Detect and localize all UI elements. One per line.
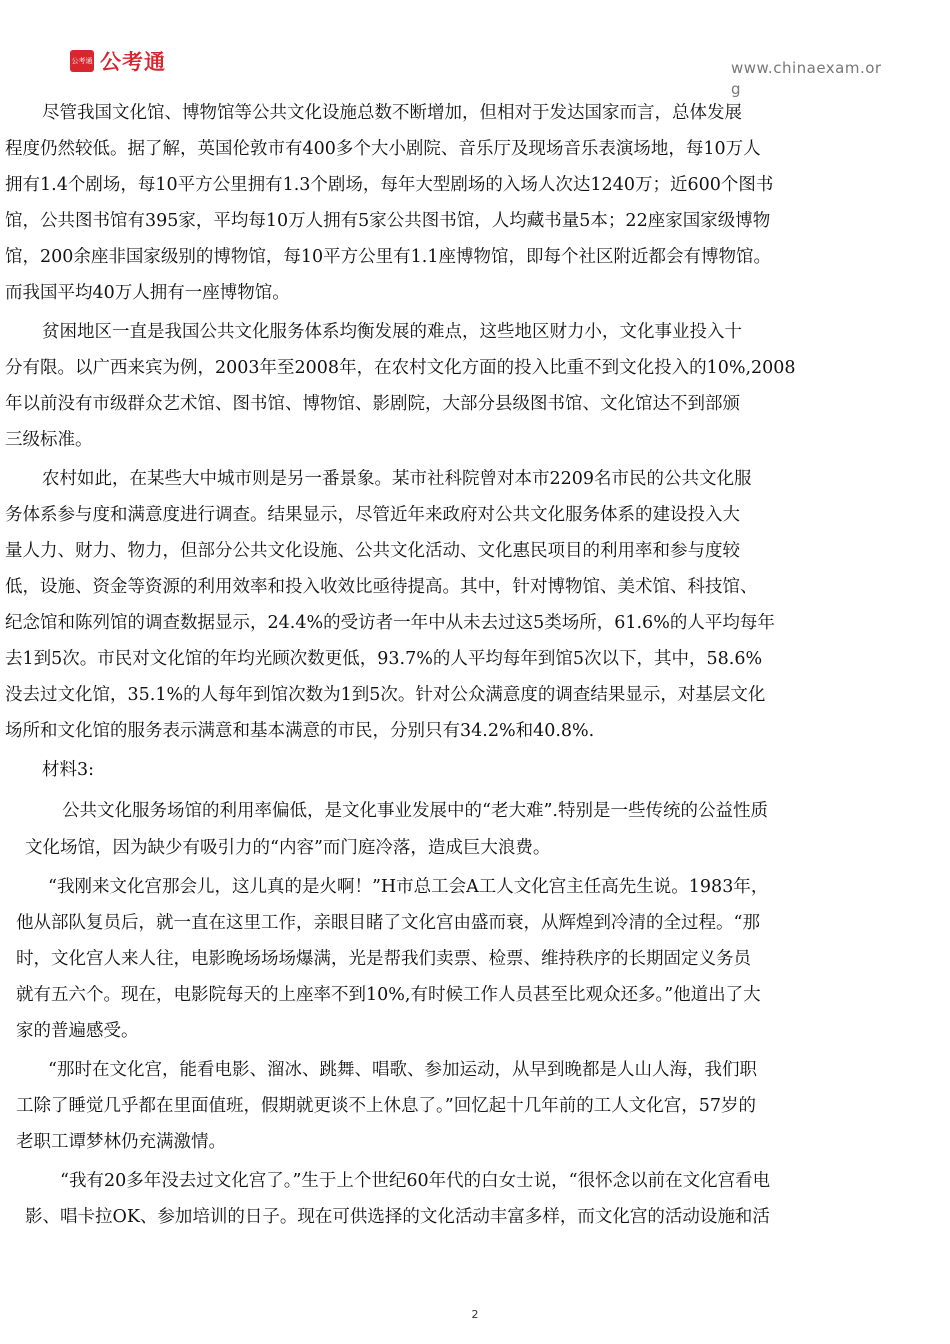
text-line: 而我国平均40万人拥有一座博物馆。: [5, 283, 290, 303]
page-header: [0, 0, 950, 98]
text-line: 拥有1.4个剧场，每10平方公里拥有1.3个剧场，每年大型剧场的入场人次达1240万；近600个图书: [5, 175, 774, 195]
text-line: 程度仍然较低。据了解，英国伦敦市有400多个大小剧院、音乐厅及现场音乐表演场地，每10万人: [5, 139, 761, 159]
page-number: 2: [471, 1308, 479, 1321]
text-line: 贫困地区一直是我国公共文化服务体系均衡发展的难点，这些地区财力小，文化事业投入十: [42, 322, 742, 342]
text-line: 馆，公共图书馆有395家，平均每10万人拥有5家公共图书馆，人均藏书量5本；22座家国家级博物: [5, 211, 771, 231]
text-line: “我刚来文化宫那会儿，这儿真的是火啊！”H市总工会A工人文化宫主任高先生说。1983年，: [48, 877, 769, 897]
logo: [70, 46, 166, 76]
text-line: 纪念馆和陈列馆的调查数据显示，24.4%的受访者一年中从未去过这5类场所，61.6%的人平均每年: [5, 613, 775, 633]
text-line: “那时在文化宫，能看电影、溜冰、跳舞、唱歌、参加运动，从早到晚都是人山人海，我们职: [48, 1060, 757, 1080]
text-line: 家的普遍感受。: [16, 1021, 139, 1041]
section-heading: 材料3:: [42, 760, 95, 780]
text-line: 年以前没有市级群众艺术馆、图书馆、博物馆、影剧院，大部分县级图书馆、文化馆达不到部颁: [5, 394, 740, 414]
text-line: 去1到5次。市民对文化馆的年均光顾次数更低，93.7%的人平均每年到馆5次以下，其中，58.6%: [5, 649, 763, 669]
text-line: 务体系参与度和满意度进行调查。结果显示，尽管近年来政府对公共文化服务体系的建设投入大: [5, 505, 740, 525]
text-line: 三级标准。: [5, 430, 93, 450]
text-line: 农村如此，在某些大中城市则是另一番景象。某市社科院曾对本市2209名市民的公共文化服: [42, 469, 752, 489]
text-line: 公共文化服务场馆的利用率偏低，是文化事业发展中的“老大难”.特别是一些传统的公益性质: [62, 801, 768, 821]
text-line: 就有五六个。现在，电影院每天的上座率不到10%,有时候工作人员甚至比观众还多。”他道出了大: [16, 985, 761, 1005]
site-url: www.chinaexam.org: [731, 59, 882, 98]
text-line: “我有20多年没去过文化宫了。”生于上个世纪60年代的白女士说，“很怀念以前在文化宫看电: [60, 1171, 771, 1191]
text-line: 馆，200余座非国家级别的博物馆，每10平方公里有1.1座博物馆，即每个社区附近都会有博物馆。: [5, 247, 771, 267]
text-line: 没去过文化馆，35.1%的人每年到馆次数为1到5次。针对公众满意度的调查结果显示，对基层文化: [5, 685, 766, 705]
text-line: 时，文化宫人来人往，电影晚场场场爆满，光是帮我们卖票、检票、维持秩序的长期固定义务员: [16, 949, 751, 969]
text-line: 分有限。以广西来宾为例，2003年至2008年，在农村文化方面的投入比重不到文化投入的10%,2008: [5, 358, 796, 378]
text-line: 工除了睡觉几乎都在里面值班，假期就更谈不上休息了。”回忆起十几年前的工人文化宫，57岁的: [16, 1096, 756, 1116]
text-line: 尽管我国文化馆、博物馆等公共文化设施总数不断增加，但相对于发达国家而言，总体发展: [42, 103, 742, 123]
text-line: 场所和文化馆的服务表示满意和基本满意的市民，分别只有34.2%和40.8%.: [5, 721, 595, 741]
text-line: 老职工谭梦林仍充满激情。: [16, 1132, 226, 1152]
text-line: 他从部队复员后，就一直在这里工作，亲眼目睹了文化宫由盛而衰，从辉煌到冷清的全过程。“那: [16, 913, 760, 933]
text-line: 影、唱卡拉OK、参加培训的日子。现在可供选择的文化活动丰富多样，而文化宫的活动设施和活: [25, 1207, 770, 1227]
text-line: 低，设施、资金等资源的利用效率和投入收效比亟待提高。其中，针对博物馆、美术馆、科技馆、: [5, 577, 758, 597]
logo-text: 公考通: [100, 50, 166, 74]
logo-badge-icon: 公考通: [70, 50, 94, 72]
text-line: 量人力、财力、物力，但部分公共文化设施、公共文化活动、文化惠民项目的利用率和参与度较: [5, 541, 740, 561]
text-line: 文化场馆，因为缺少有吸引力的“内容”而门庭冷落，造成巨大浪费。: [25, 838, 551, 858]
